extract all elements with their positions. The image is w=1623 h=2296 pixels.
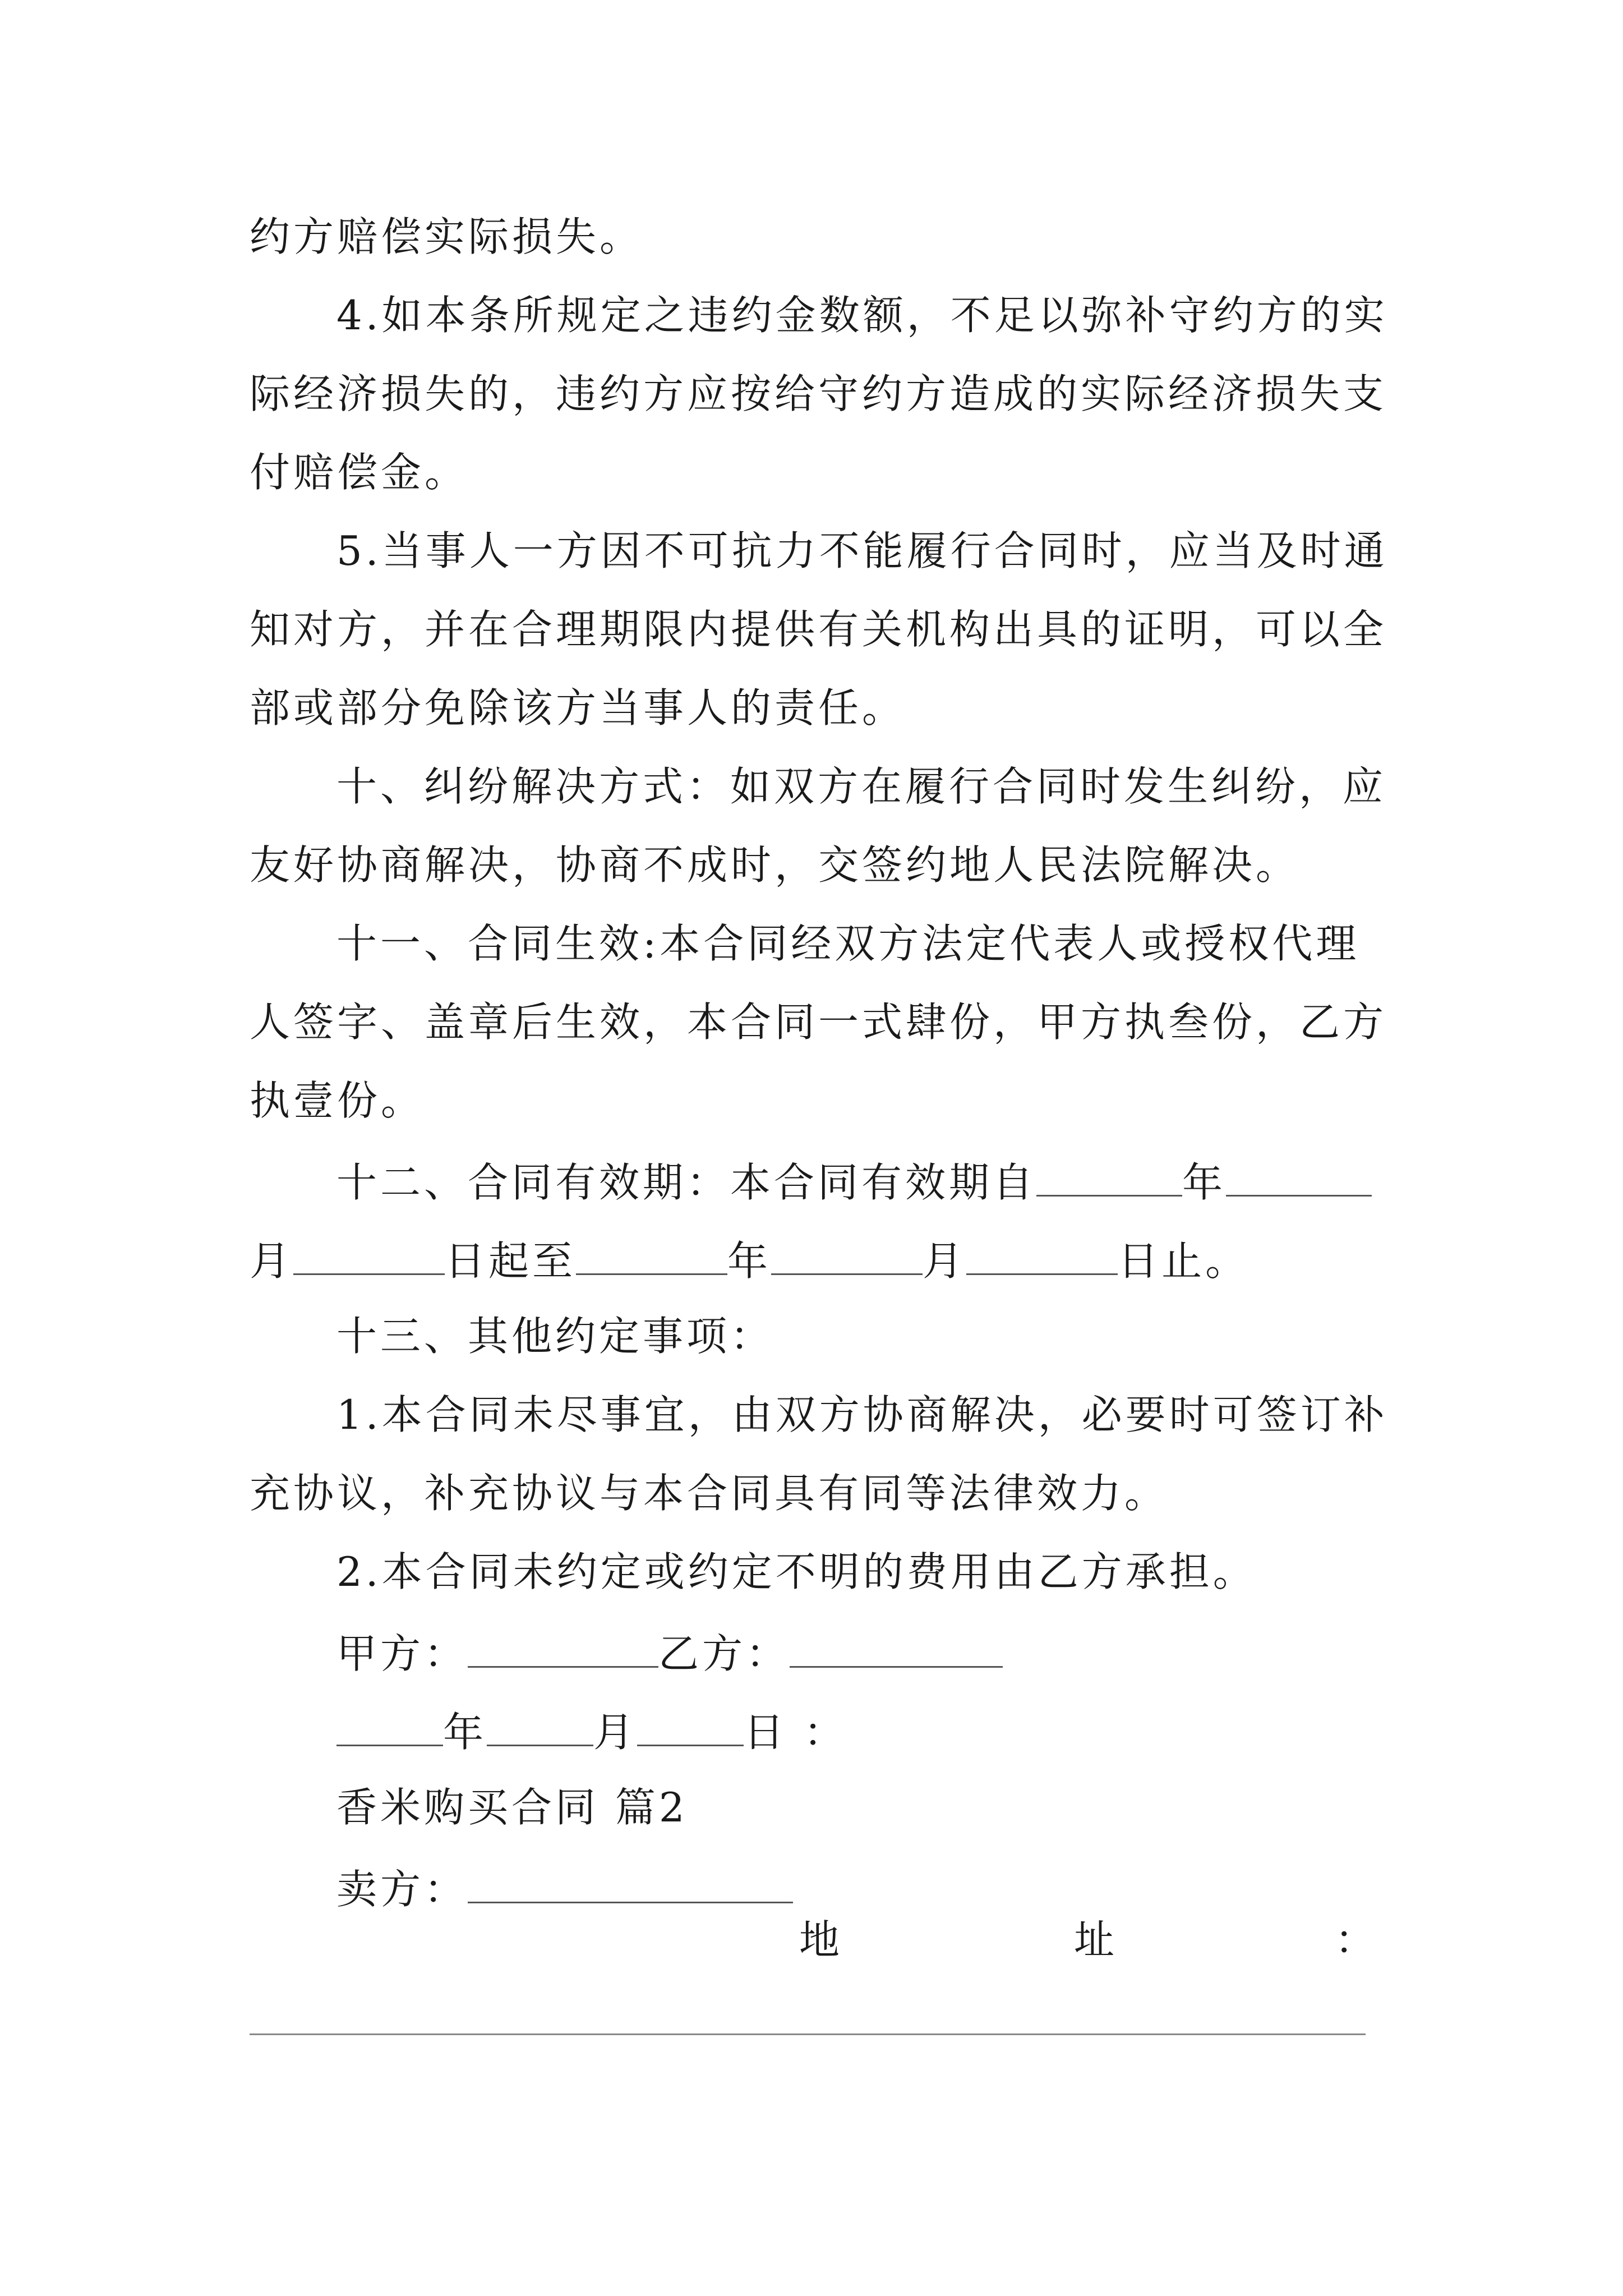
paragraph-line: 人签字、盖章后生效，本合同一式肆份，甲方执叁份，乙方 bbox=[250, 999, 1387, 1046]
fill-blank bbox=[966, 1237, 1118, 1275]
fill-blank bbox=[336, 1709, 443, 1746]
validity-year-2: 年 bbox=[727, 1237, 772, 1285]
sign-year: 年 bbox=[443, 1709, 487, 1756]
fill-blank bbox=[487, 1709, 593, 1746]
validity-month: 月 bbox=[250, 1237, 294, 1285]
validity-line-2 bbox=[250, 1237, 1388, 1285]
fill-blank bbox=[293, 1237, 445, 1275]
party-b-blank bbox=[790, 1630, 1003, 1668]
validity-month-2: 月 bbox=[923, 1237, 967, 1285]
party-b-label: 乙方： bbox=[658, 1630, 790, 1677]
signature-parties bbox=[336, 1630, 1388, 1677]
paragraph-line: 知对方，并在合理期限内提供有关机构出具的证明，可以全 bbox=[250, 606, 1387, 653]
paragraph-line: 约方赔偿实际损失。 bbox=[250, 213, 644, 260]
validity-year: 年 bbox=[1182, 1159, 1227, 1206]
address-blank-rule bbox=[250, 2033, 1366, 2035]
party-a-blank bbox=[468, 1630, 658, 1668]
fill-blank bbox=[576, 1237, 727, 1275]
validity-lead: 十二、合同有效期：本合同有效期自 bbox=[336, 1159, 1037, 1206]
paragraph-line: 十、纠纷解决方式：如双方在履行合同时发生纠纷，应 bbox=[336, 763, 1387, 810]
seller-blank bbox=[468, 1866, 793, 1903]
paragraph-line: 2.本合同未约定或约定不明的费用由乙方承担。 bbox=[336, 1548, 1257, 1595]
paragraph-line: 充协议，补充协议与本合同具有同等法律效力。 bbox=[250, 1470, 1169, 1517]
next-contract-title: 香米购买合同 篇2 bbox=[336, 1784, 688, 1831]
paragraph-line: 友好协商解决，协商不成时，交签约地人民法院解决。 bbox=[250, 841, 1300, 889]
address-char: 地 bbox=[799, 1916, 840, 1963]
fill-blank bbox=[637, 1709, 744, 1746]
address-colon: ： bbox=[1335, 1916, 1376, 1963]
paragraph-line: 际经济损失的，违约方应按给守约方造成的实际经济损失支 bbox=[250, 370, 1387, 417]
paragraph-line: 1.本合同未尽事宜，由双方协商解决，必要时可签订补 bbox=[336, 1391, 1388, 1438]
fill-blank bbox=[1036, 1159, 1182, 1197]
seller-line bbox=[336, 1866, 1388, 1913]
paragraph-line: 执壹份。 bbox=[250, 1077, 425, 1124]
sign-day: 日 ： bbox=[744, 1709, 847, 1756]
seller-label: 卖方： bbox=[336, 1866, 468, 1913]
address-char: 址 bbox=[1074, 1916, 1115, 1963]
paragraph-line: 部或部分免除该方当事人的责任。 bbox=[250, 684, 906, 731]
paragraph-line: 十一、合同生效:本合同经双方法定代表人或授权代理 bbox=[336, 920, 1360, 967]
signature-date bbox=[336, 1709, 1388, 1756]
paragraph-line: 5.当事人一方因不可抗力不能履行合同时，应当及时通 bbox=[336, 527, 1388, 574]
fill-blank bbox=[771, 1237, 923, 1275]
sign-month: 月 bbox=[593, 1709, 638, 1756]
paragraph-line: 4.如本条所规定之违约金数额，不足以弥补守约方的实 bbox=[336, 292, 1388, 339]
validity-day-from: 日起至 bbox=[445, 1237, 577, 1285]
party-a-label: 甲方： bbox=[336, 1630, 468, 1677]
other-section-title: 十三、其他约定事项： bbox=[336, 1313, 774, 1360]
address-line bbox=[250, 1907, 1388, 1963]
validity-line-1 bbox=[336, 1159, 1388, 1206]
fill-blank bbox=[1226, 1159, 1372, 1197]
paragraph-line: 付赔偿金。 bbox=[250, 449, 469, 496]
validity-day-to: 日止。 bbox=[1118, 1237, 1249, 1285]
